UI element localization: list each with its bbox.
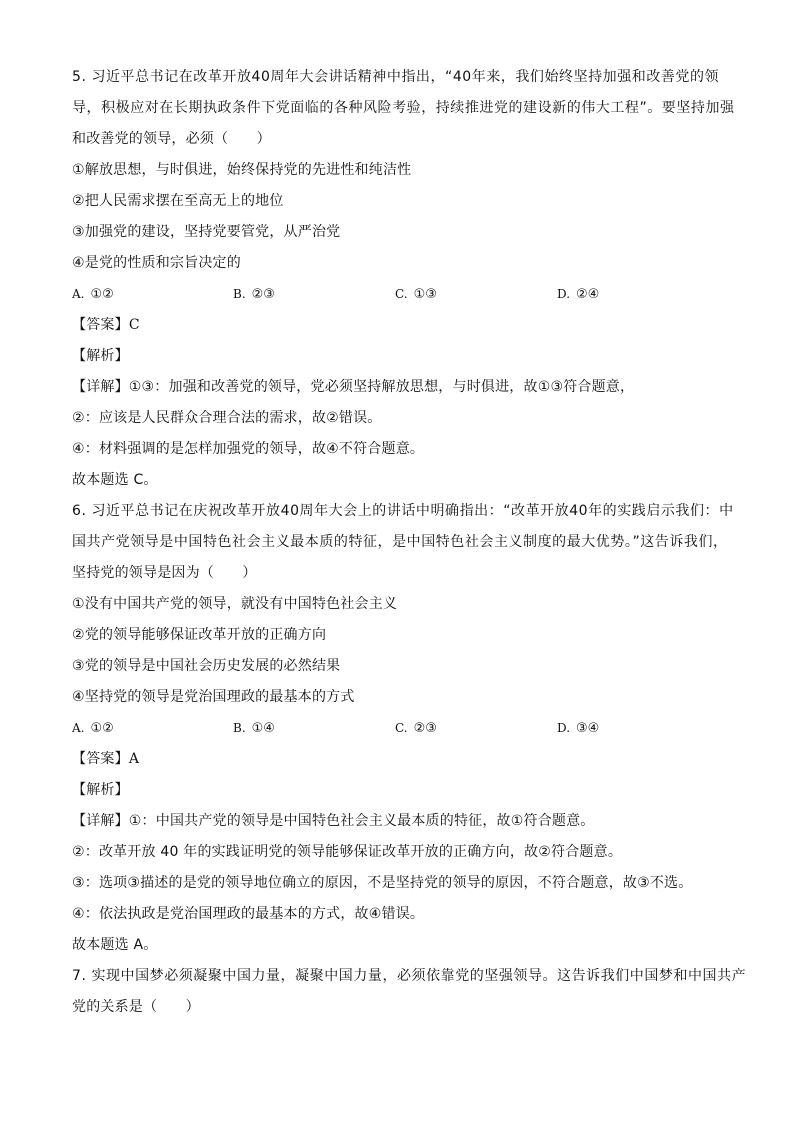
choice-d (557, 279, 599, 310)
choice-value: ②④ (576, 287, 600, 302)
answer-label: 【答案】 (72, 751, 129, 767)
option-statement: ②把人民需求摆在至高无上的地位 (72, 193, 284, 209)
option-statement: ①没有中国共产党的领导，就没有中国特色社会主义 (72, 596, 398, 612)
choice-letter: A. (72, 721, 85, 735)
question-stem-line: 坚持党的领导是因为（ ） (72, 565, 257, 581)
choice-value: ①③ (413, 287, 437, 302)
answer-line (72, 310, 724, 341)
question-stem-line: 5. 习近平总书记在改革开放40周年大会讲话精神中指出，“40年来，我们始终坚持加强和改善党的领 (72, 69, 720, 85)
choice-c (395, 279, 437, 310)
option-statement: ③党的领导是中国社会历史发展的必然结果 (72, 658, 341, 674)
choice-b (233, 279, 275, 310)
option-statement: ④坚持党的领导是党治国理政的最基本的方式 (72, 689, 355, 705)
choice-value: ①④ (251, 721, 275, 736)
choice-letter: A. (72, 287, 85, 301)
option-statement: ②党的领导能够保证改革开放的正确方向 (72, 627, 327, 643)
detail-line: 【详解】①③：加强和改善党的领导，党必须坚持解放思想，与时俱进，故①③符合题意， (72, 379, 635, 395)
choice-a (72, 713, 114, 744)
option-statement: ④是党的性质和宗旨决定的 (72, 255, 241, 271)
question-stem-line: 导，积极应对在长期执政条件下党面临的各种风险考验，持续推进党的建设新的伟大工程”。要坚持加强 (72, 100, 735, 116)
choice-value: ①② (90, 721, 114, 736)
answer-label: 【答案】 (72, 317, 129, 333)
choice-c (395, 713, 437, 744)
analysis-label: 【解析】 (72, 348, 129, 364)
detail-line: ②：应该是人民群众合理合法的需求，故②错误。 (72, 410, 382, 426)
question-stem-line: 国共产党领导是中国特色社会主义最本质的特征，是中国特色社会主义制度的最大优势。”这告诉我们， (72, 534, 728, 550)
option-statement: ①解放思想，与时俱进，始终保持党的先进性和纯洁性 (72, 162, 412, 178)
choice-letter: C. (395, 287, 408, 301)
answer-line (72, 744, 724, 775)
analysis-label: 【解析】 (72, 782, 129, 798)
question-stem-line: 和改善党的领导，必须（ ） (72, 131, 271, 147)
question-6 (72, 496, 734, 961)
choice-value: ①② (90, 287, 114, 302)
question-5 (72, 62, 735, 496)
question-stem-line: 7. 实现中国梦必须凝聚中国力量，凝聚中国力量，必须依靠党的坚强领导。这告诉我们中国梦和中国共产 (72, 968, 747, 984)
question-7 (72, 961, 747, 1023)
detail-line: ②：改革开放 40 年的实践证明党的领导能够保证改革开放的正确方向，故②符合题意。 (72, 844, 623, 860)
answer-choices (72, 713, 724, 744)
detail-line: ④：材料强调的是怎样加强党的领导，故④不符合题意。 (72, 441, 425, 457)
choice-letter: B. (233, 721, 246, 735)
choice-value: ②③ (251, 287, 275, 302)
detail-line: ③：选项③描述的是党的领导地位确立的原因，不是坚持党的领导的原因，不符合题意，故③不选。 (72, 875, 693, 891)
choice-letter: D. (557, 721, 571, 735)
choice-value: ②③ (413, 721, 437, 736)
choice-letter: C. (395, 721, 408, 735)
document-page (72, 62, 747, 1023)
conclusion-line: 故本题选 A。 (72, 937, 158, 953)
choice-a (72, 279, 114, 310)
option-statement: ③加强党的建设，坚持党要管党，从严治党 (72, 224, 341, 240)
choice-letter: B. (233, 287, 246, 301)
choice-b (233, 713, 275, 744)
answer-value: C (128, 317, 140, 333)
question-stem-line: 党的关系是（ ） (72, 999, 200, 1015)
choice-letter: D. (557, 287, 571, 301)
answer-choices (72, 279, 724, 310)
detail-line: ④：依法执政是党治国理政的最基本的方式，故④错误。 (72, 906, 425, 922)
choice-value: ③④ (576, 721, 600, 736)
choice-d (557, 713, 599, 744)
detail-line: 【详解】①：中国共产党的领导是中国特色社会主义最本质的特征，故①符合题意。 (72, 813, 595, 829)
answer-value: A (128, 751, 140, 767)
question-stem-line: 6. 习近平总书记在庆祝改革开放40周年大会上的讲话中明确指出：“改革开放40年的实践启示我们：中 (72, 503, 734, 519)
conclusion-line: 故本题选 C。 (72, 472, 158, 488)
